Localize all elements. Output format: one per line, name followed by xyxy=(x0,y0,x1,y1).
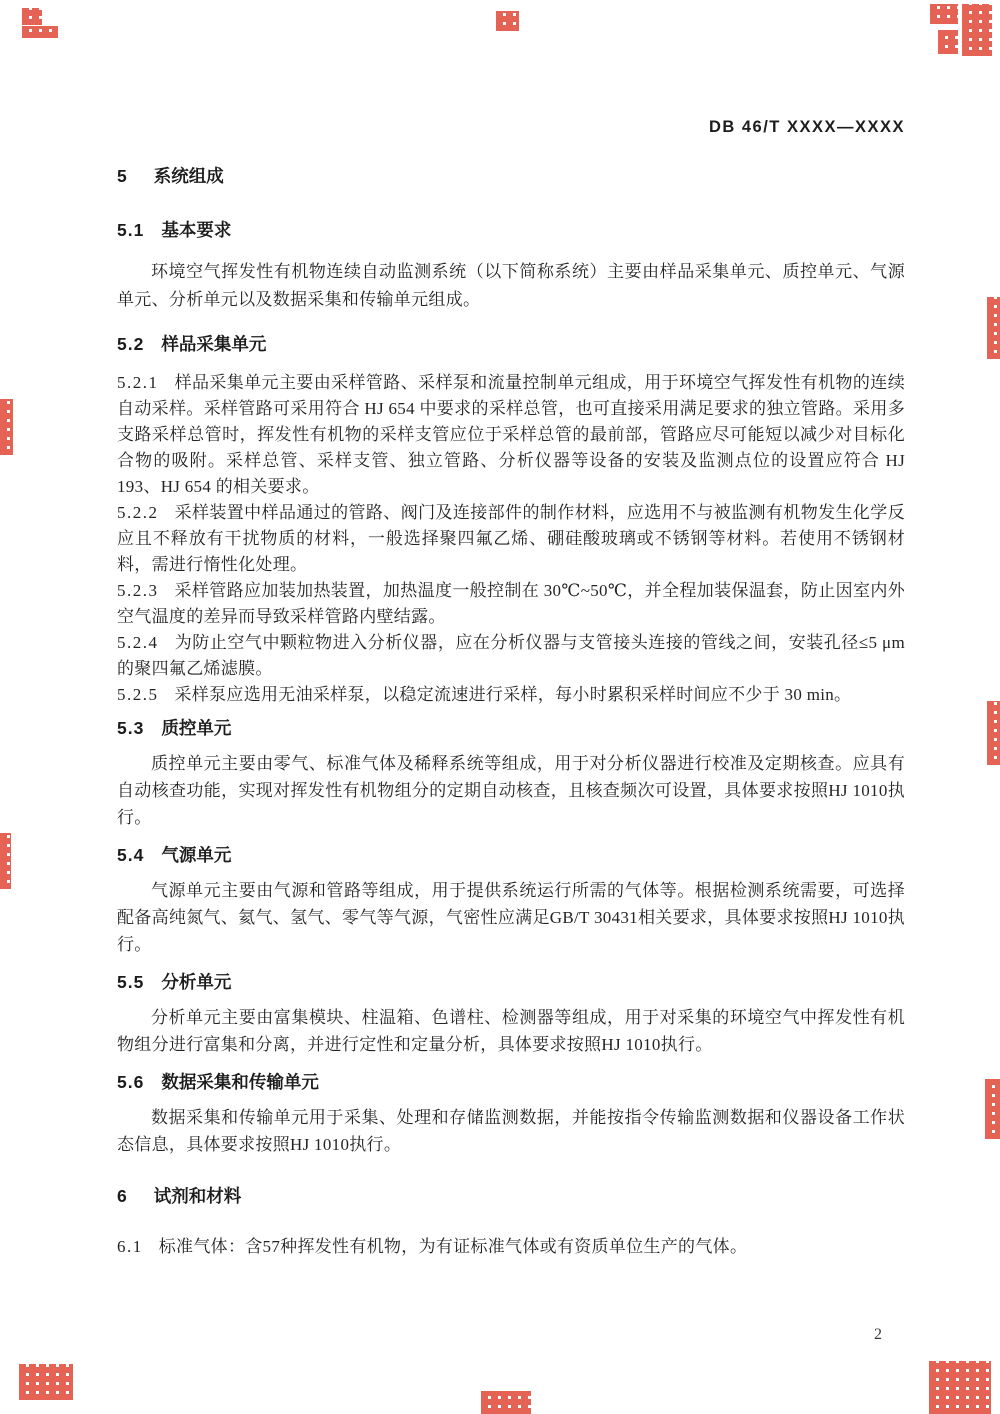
section-title: 系统组成 xyxy=(153,166,224,186)
section-number: 5 xyxy=(117,166,128,186)
red-watermark-fragment xyxy=(938,30,958,54)
section-number: 5.6 xyxy=(117,1072,145,1092)
red-watermark-fragment xyxy=(0,833,11,889)
red-watermark-fragment xyxy=(0,399,13,455)
section-number: 5.5 xyxy=(117,972,145,992)
red-watermark-fragment xyxy=(929,1361,991,1414)
section-number: 5.4 xyxy=(117,845,145,865)
clause-5-2-5 xyxy=(117,682,905,708)
red-watermark-fragment xyxy=(987,297,1000,359)
section-heading-5-4 xyxy=(117,845,905,865)
clause-text: 采样泵应选用无油采样泵，以稳定流速进行采样，每小时累积采样时间应不少于 30 min。 xyxy=(174,685,852,704)
section-title: 试剂和材料 xyxy=(153,1186,242,1206)
section-number: 5.3 xyxy=(117,718,145,738)
clause-number: 5.2.2 xyxy=(117,503,159,522)
clause-number: 5.2.5 xyxy=(117,685,159,704)
red-watermark-fragment xyxy=(481,1391,531,1414)
paragraph-5-4: 气源单元主要由气源和管路等组成，用于提供系统运行所需的气体等。根据检测系统需要，可选择配备高纯氮气、氦气、氢气、零气等气源，气密性应满足GB/T 30431相关要求，具体要求按照HJ 1010执行。 xyxy=(117,881,905,954)
red-watermark-fragment xyxy=(930,4,958,24)
paragraph-5-5: 分析单元主要由富集模块、柱温箱、色谱柱、检测器等组成，用于对采集的环境空气中挥发性有机物组分进行富集和分离，并进行定性和定量分析，具体要求按照HJ 1010执行。 xyxy=(117,1008,905,1054)
section-heading-5-5 xyxy=(117,972,905,992)
clause-5-2-2 xyxy=(117,500,905,578)
section-title: 基本要求 xyxy=(161,220,232,240)
section-title: 样品采集单元 xyxy=(161,334,267,354)
clause-text: 为防止空气中颗粒物进入分析仪器，应在分析仪器与支管接头连接的管线之间，安装孔径≤5 μm 的聚四氟乙烯滤膜。 xyxy=(117,633,905,678)
paragraph-5-1: 环境空气挥发性有机物连续自动监测系统（以下简称系统）主要由样品采集单元、质控单元、气源单元、分析单元以及数据采集和传输单元组成。 xyxy=(117,262,905,309)
red-watermark-fragment xyxy=(22,8,42,25)
section-heading-6 xyxy=(117,1186,905,1206)
clause-text: 采样装置中样品通过的管路、阀门及连接部件的制作材料，应选用不与被监测有机物发生化学反应且不释放有干扰物质的材料，一般选择聚四氟乙烯、硼硅酸玻璃或不锈钢等材料。若使用不锈钢材料，需进行惰性化处理。 xyxy=(117,503,905,574)
clause-text: 采样管路应加装加热装置，加热温度一般控制在 30℃~50℃，并全程加装保温套，防止因室内外空气温度的差异而导致采样管路内壁结露。 xyxy=(117,581,905,626)
clause-5-2-1 xyxy=(117,370,905,500)
clause-text: 标准气体：含57种挥发性有机物，为有证标准气体或有资质单位生产的气体。 xyxy=(158,1237,748,1256)
section-heading-5-2 xyxy=(117,334,905,354)
clause-5-2-4 xyxy=(117,630,905,682)
red-watermark-fragment xyxy=(987,701,1000,765)
section-heading-5-1 xyxy=(117,220,905,240)
red-watermark-fragment xyxy=(496,11,519,31)
red-watermark-fragment xyxy=(19,1364,73,1400)
section-number: 6 xyxy=(117,1186,128,1206)
clause-5-2-3 xyxy=(117,578,905,630)
section-number: 5.1 xyxy=(117,220,145,240)
clause-number: 5.2.4 xyxy=(117,633,159,652)
section-heading-5 xyxy=(117,166,905,186)
paragraph-5-3: 质控单元主要由零气、标准气体及稀释系统等组成，用于对分析仪器进行校准及定期核查。应具有自动核查功能，实现对挥发性有机物组分的定期自动核查，且核查频次可设置，具体要求按照HJ 1010执行。 xyxy=(117,754,905,827)
clause-number: 6.1 xyxy=(117,1237,143,1256)
clause-text: 样品采集单元主要由采样管路、采样泵和流量控制单元组成，用于环境空气挥发性有机物的连续自动采样。采样管路可采用符合 HJ 654 中要求的采样总管，也可直接采用满足要求的独立管路。采用多支路采样总管时，挥发性有机物的采样支管应位于采样总管的最前部，管路应尽可能短以减少对目标化合物的吸附。采样总管、采样支管、独立管路、分析仪器等设备的安装及监测点位的设置应符合 HJ 193、HJ 654 的相关要求。 xyxy=(117,373,905,496)
clause-6-1 xyxy=(117,1234,905,1260)
standard-code-header: DB 46/T XXXX—XXXX xyxy=(708,118,905,136)
section-heading-5-3 xyxy=(117,718,905,738)
section-title: 数据采集和传输单元 xyxy=(161,1072,319,1092)
red-watermark-fragment xyxy=(985,1079,1000,1139)
clause-number: 5.2.1 xyxy=(117,373,159,392)
section-heading-5-6 xyxy=(117,1072,905,1092)
red-watermark-fragment xyxy=(962,4,992,56)
clause-number: 5.2.3 xyxy=(117,581,159,600)
section-title: 气源单元 xyxy=(161,845,232,865)
page-number: 2 xyxy=(874,1326,882,1343)
section-title: 质控单元 xyxy=(161,718,232,738)
paragraph-5-6: 数据采集和传输单元用于采集、处理和存储监测数据，并能按指令传输监测数据和仪器设备工作状态信息，具体要求按照HJ 1010执行。 xyxy=(117,1108,905,1154)
section-title: 分析单元 xyxy=(161,972,232,992)
red-watermark-fragment xyxy=(22,26,58,38)
section-number: 5.2 xyxy=(117,334,145,354)
